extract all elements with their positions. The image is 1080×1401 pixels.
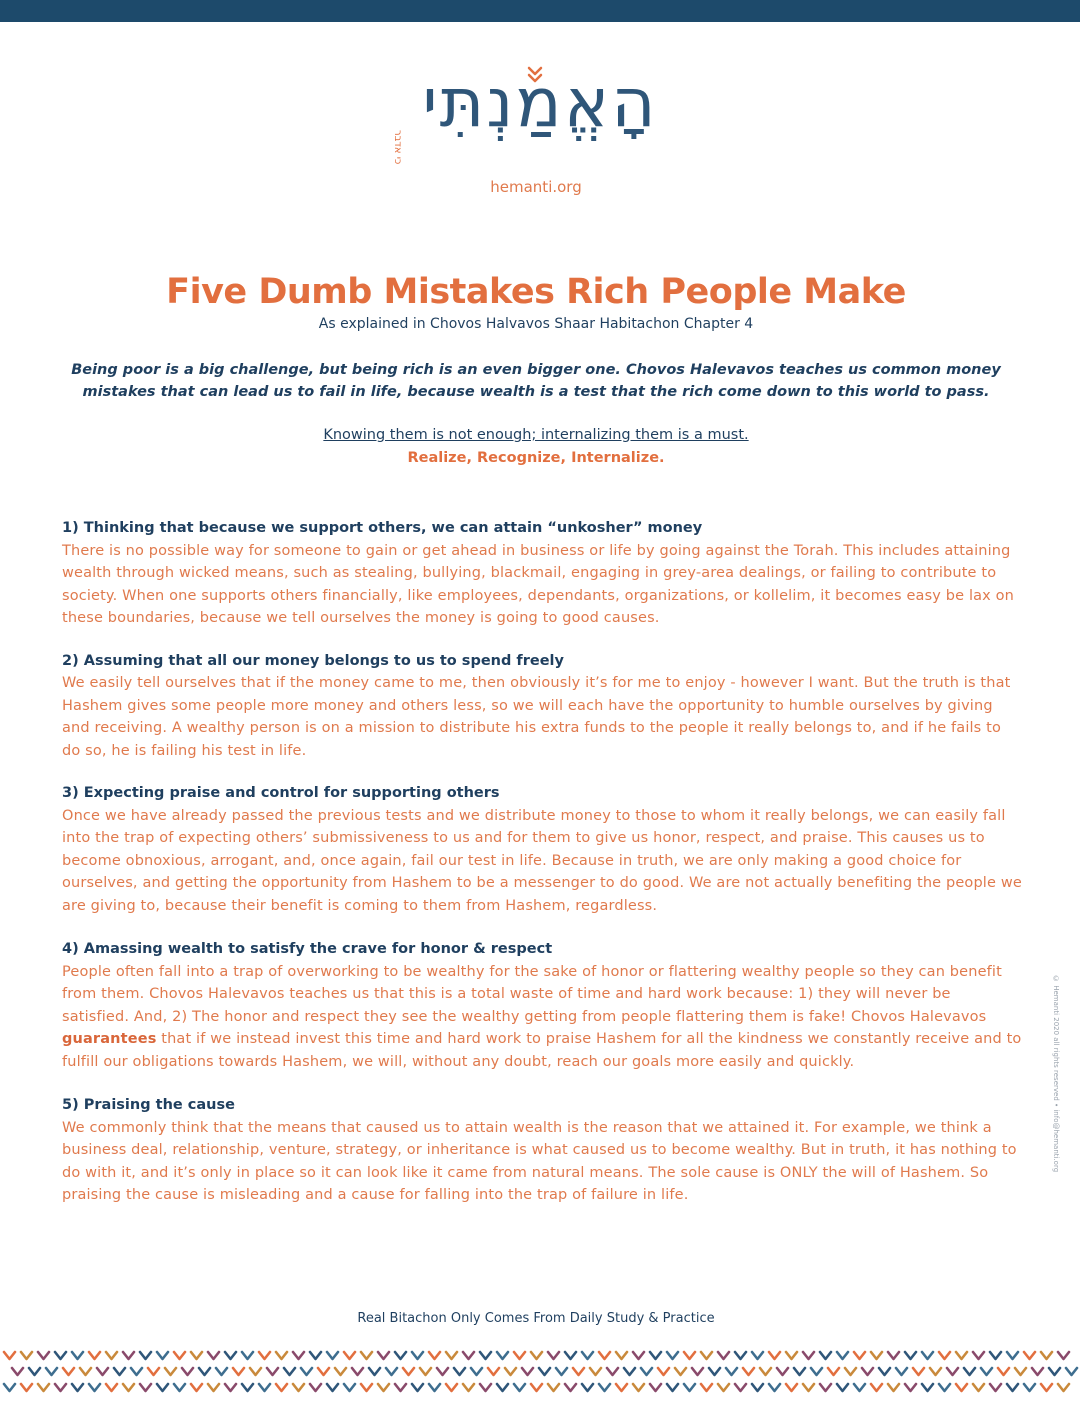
- chevron-icon: [973, 1384, 984, 1391]
- chevron-icon: [191, 1384, 202, 1391]
- chevron-icon: [12, 1368, 23, 1375]
- chevron-icon: [531, 1352, 542, 1359]
- chevron-icon: [140, 1352, 151, 1359]
- chevron-icon: [63, 1368, 74, 1375]
- chevron-icon: [701, 1352, 712, 1359]
- chevron-border-pattern: [0, 1346, 1080, 1401]
- chevron-icon: [21, 1352, 32, 1359]
- mistake-4-body-start: People often fall into a trap of overworking to be wealthy for the sake of honor or flattering wealthy people so they can benefit from them. Chovos Halevavos teaches us that this is a total waste of time and hard work because: 1) they will never be satisfied. And, 2) The honor and respect they see the wealthy getting from people flattering them is fake! Chovos Halevavos: [62, 963, 1002, 1025]
- chevron-icon: [939, 1352, 950, 1359]
- chevron-icon: [72, 1352, 83, 1359]
- chevron-icon: [174, 1352, 185, 1359]
- chevron-icon: [4, 1352, 15, 1359]
- chevron-icon: [539, 1368, 550, 1375]
- chevron-icon: [998, 1368, 1009, 1375]
- mistake-4-body: [62, 961, 1022, 1074]
- chevron-icon: [981, 1368, 992, 1375]
- chevron-icon: [854, 1384, 865, 1391]
- logo-subtext: כי אדבר: [392, 130, 403, 165]
- chevron-icon: [633, 1352, 644, 1359]
- mistake-5: [62, 1094, 1022, 1207]
- chevron-icon: [650, 1352, 661, 1359]
- chevron-icon: [216, 1368, 227, 1375]
- chevron-icon: [1007, 1352, 1018, 1359]
- mistakes-list: [62, 517, 1022, 1225]
- chevron-icon: [148, 1368, 159, 1375]
- chevron-icon: [871, 1384, 882, 1391]
- chevron-icon: [1015, 1368, 1026, 1375]
- chevron-icon: [709, 1368, 720, 1375]
- chevron-icon: [752, 1384, 763, 1391]
- chevron-icon: [930, 1368, 941, 1375]
- chevron-icon: [46, 1368, 57, 1375]
- chevron-icon: [242, 1384, 253, 1391]
- chevron-icon: [769, 1384, 780, 1391]
- chevron-icon: [437, 1368, 448, 1375]
- mistake-2-heading: 2) Assuming that all our money belongs to us to spend freely: [62, 652, 564, 669]
- chevron-icon: [361, 1384, 372, 1391]
- chevron-icon: [896, 1368, 907, 1375]
- mistake-4: [62, 938, 1022, 1073]
- mistake-3-heading: 3) Expecting praise and control for supporting others: [62, 785, 500, 801]
- top-bar: [0, 0, 1080, 22]
- chevron-icon: [888, 1352, 899, 1359]
- chevron-icon: [352, 1368, 363, 1375]
- chevron-icon: [497, 1352, 508, 1359]
- chevron-icon: [157, 1352, 168, 1359]
- chevron-icon: [879, 1368, 890, 1375]
- chevron-icon: [624, 1368, 635, 1375]
- mistake-3: [62, 782, 1022, 917]
- mistake-1: [62, 517, 1022, 630]
- page-title: Five Dumb Mistakes Rich People Make: [166, 272, 906, 312]
- chevron-icon: [429, 1384, 440, 1391]
- chevron-icon: [667, 1384, 678, 1391]
- chevron-icon: [182, 1368, 193, 1375]
- chevron-icon: [463, 1352, 474, 1359]
- chevron-icon: [862, 1368, 873, 1375]
- chevron-icon: [803, 1384, 814, 1391]
- chevron-icon: [242, 1352, 253, 1359]
- chevron-icon: [165, 1368, 176, 1375]
- mistake-1-body: There is no possible way for someone to gain or get ahead in business or life by going against the Torah. This includes attaining wealth through wicked means, such as stealing, bullying, blackmail, engaging in grey-area dealings, or failing to contribute to society. When one supports others financially, like employees, dependants, organizations, or kollelim, it becomes easy be lax on these boundaries, because we tell ourselves the money is going to good causes.: [62, 542, 1015, 626]
- chevron-icon: [616, 1384, 627, 1391]
- chevron-icon: [395, 1352, 406, 1359]
- chevron-icon: [658, 1368, 669, 1375]
- chevron-icon: [922, 1352, 933, 1359]
- chevron-icon: [471, 1368, 482, 1375]
- chevron-icon: [582, 1352, 593, 1359]
- chevron-icon: [89, 1352, 100, 1359]
- chevron-icon: [301, 1368, 312, 1375]
- chevron-icon: [905, 1384, 916, 1391]
- chevron-icon: [922, 1384, 933, 1391]
- chevron-icon: [259, 1384, 270, 1391]
- chevron-icon: [718, 1352, 729, 1359]
- chevron-icon: [327, 1384, 338, 1391]
- chevron-icon: [327, 1352, 338, 1359]
- chevron-icon: [548, 1352, 559, 1359]
- chevron-icon: [378, 1384, 389, 1391]
- chevron-icon: [378, 1352, 389, 1359]
- chevron-icon: [888, 1384, 899, 1391]
- chevron-icon: [293, 1384, 304, 1391]
- chevron-icon: [446, 1384, 457, 1391]
- chevron-icon: [973, 1352, 984, 1359]
- chevron-icon: [1041, 1384, 1052, 1391]
- chevron-icon: [548, 1384, 559, 1391]
- chevron-icon: [607, 1368, 618, 1375]
- side-copyright: © Hemanti 2020 all rights reserved • info@hemanti.org: [1052, 975, 1060, 1173]
- chevron-icon: [1024, 1384, 1035, 1391]
- chevron-icon: [259, 1352, 270, 1359]
- mistake-3-body: Once we have already passed the previous tests and we distribute money to those to whom it really belongs, we can easily fall into the trap of expecting others’ submissiveness to us and for them to give us honor, respect, and praise. This causes us to become obnoxious, arrogant, and, once again, fail our test in life. Because in truth, we are only making a good choice for ourselves, and getting the opportunity from Hashem to be a messenger to do good. We are not actually benefiting the people we are giving to, because their benefit is coming to them from Hashem, regardless.: [62, 807, 1022, 914]
- chevron-icon: [293, 1352, 304, 1359]
- chevron-icon: [990, 1384, 1001, 1391]
- chevron-icon: [395, 1384, 406, 1391]
- chevron-icon: [718, 1384, 729, 1391]
- chevron-icon: [480, 1384, 491, 1391]
- mistake-1-heading: 1) Thinking that because we support others, we can attain “unkosher” money: [62, 520, 703, 536]
- chevron-icon: [514, 1384, 525, 1391]
- chevron-icon: [1058, 1352, 1069, 1359]
- chevron-icon: [675, 1368, 686, 1375]
- chevron-icon: [820, 1384, 831, 1391]
- intro-paragraph: Being poor is a big challenge, but being rich is an even bigger one. Chovos Halevavos teaches us common money mistakes that can lead us to fail in life, because wealth is a test that the rich come down to this world to pass.: [71, 362, 1001, 400]
- chevron-icon: [1058, 1384, 1069, 1391]
- chevron-icon: [106, 1384, 117, 1391]
- chevron-icon: [811, 1368, 822, 1375]
- chevron-icon: [114, 1368, 125, 1375]
- chevron-icon: [956, 1384, 967, 1391]
- mistake-5-body: We commonly think that the means that caused us to attain wealth is the reason that we attained it. For example, we think a business deal, relationship, venture, strategy, or inheritance is what caused us to become wealthy. But in truth, it has nothing to do with it, and it’s only in place so it can look like it came from natural means. The sole cause is ONLY the will of Hashem. So praising the cause is misleading and a cause for falling into the trap of failure in life.: [62, 1119, 1017, 1203]
- chevron-icon: [777, 1368, 788, 1375]
- chevron-icon: [599, 1352, 610, 1359]
- chevron-icon: [735, 1384, 746, 1391]
- chevron-icon: [854, 1352, 865, 1359]
- chevron-icon: [140, 1384, 151, 1391]
- chevron-icon: [939, 1384, 950, 1391]
- chevron-icon: [641, 1368, 652, 1375]
- chevron-icon: [38, 1352, 49, 1359]
- mistake-4-body-emphasis: guarantees: [62, 1031, 157, 1047]
- chevron-icon: [837, 1384, 848, 1391]
- chevron-icon: [225, 1384, 236, 1391]
- logo-accent-icon: [390, 62, 690, 182]
- chevron-icon: [514, 1352, 525, 1359]
- chevron-icon: [369, 1368, 380, 1375]
- chevron-icon: [480, 1352, 491, 1359]
- chevron-icon: [837, 1352, 848, 1359]
- chevron-icon: [701, 1384, 712, 1391]
- chevron-icon: [1066, 1368, 1077, 1375]
- chevron-icon: [412, 1384, 423, 1391]
- chevron-icon: [633, 1384, 644, 1391]
- chevron-icon: [505, 1368, 516, 1375]
- chevron-icon: [845, 1368, 856, 1375]
- chevron-icon: [905, 1352, 916, 1359]
- chevron-icon: [913, 1368, 924, 1375]
- chevron-icon: [616, 1352, 627, 1359]
- chevron-icon: [522, 1368, 533, 1375]
- chevron-icon: [233, 1368, 244, 1375]
- chevron-icon: [403, 1368, 414, 1375]
- chevron-icon: [454, 1368, 465, 1375]
- chevron-icon: [786, 1352, 797, 1359]
- chevron-icon: [72, 1384, 83, 1391]
- chevron-icon: [573, 1368, 584, 1375]
- logo: [0, 62, 1080, 182]
- mistake-4-heading: 4) Amassing wealth to satisfy the crave for honor & respect: [62, 941, 553, 957]
- chevron-icon: [735, 1352, 746, 1359]
- chevron-icon: [55, 1352, 66, 1359]
- chevron-icon: [344, 1352, 355, 1359]
- chevron-icon: [335, 1368, 346, 1375]
- chevron-icon: [157, 1384, 168, 1391]
- chevron-icon: [284, 1368, 295, 1375]
- chevron-icon: [386, 1368, 397, 1375]
- chevron-icon: [420, 1368, 431, 1375]
- chevron-icon: [488, 1368, 499, 1375]
- chevron-icon: [191, 1352, 202, 1359]
- chevron-icon: [956, 1352, 967, 1359]
- chevron-icon: [276, 1352, 287, 1359]
- chevron-icon: [1024, 1352, 1035, 1359]
- chevron-icon: [1007, 1384, 1018, 1391]
- chevron-icon: [208, 1352, 219, 1359]
- chevron-icon: [760, 1368, 771, 1375]
- chevron-icon: [361, 1352, 372, 1359]
- chevron-icon: [786, 1384, 797, 1391]
- chevron-icon: [21, 1384, 32, 1391]
- chevron-icon: [565, 1384, 576, 1391]
- chevron-icon: [267, 1368, 278, 1375]
- chevron-icon: [1032, 1368, 1043, 1375]
- chevron-icon: [650, 1384, 661, 1391]
- chevron-icon: [692, 1368, 703, 1375]
- motto: Realize, Recognize, Internalize.: [407, 450, 665, 466]
- site-url-link[interactable]: hemanti.org: [490, 178, 582, 196]
- chevron-icon: [582, 1384, 593, 1391]
- chevron-icon: [871, 1352, 882, 1359]
- chevron-icon: [1049, 1368, 1060, 1375]
- chevron-icon: [1041, 1352, 1052, 1359]
- chevron-icon: [29, 1368, 40, 1375]
- chevron-icon: [208, 1384, 219, 1391]
- chevron-icon: [318, 1368, 329, 1375]
- mistake-2: [62, 650, 1022, 763]
- chevron-icon: [276, 1384, 287, 1391]
- chevron-icon: [828, 1368, 839, 1375]
- chevron-icon: [310, 1384, 321, 1391]
- chevron-icon: [684, 1384, 695, 1391]
- mistake-4-body-end: that if we instead invest this time and hard work to praise Hashem for all the kindness we constantly receive and to fulfill our obligations towards Hashem, we will, without any doubt, reach our goals more easily and quickly.: [62, 1031, 1022, 1070]
- footer-text: Real Bitachon Only Comes From Daily Study & Practice: [357, 1311, 715, 1326]
- chevron-icon: [599, 1384, 610, 1391]
- chevron-icon: [199, 1368, 210, 1375]
- chevron-icon: [429, 1352, 440, 1359]
- chevron-icon: [344, 1384, 355, 1391]
- chevron-icon: [250, 1368, 261, 1375]
- chevron-icon: [55, 1384, 66, 1391]
- mistake-5-heading: 5) Praising the cause: [62, 1097, 235, 1113]
- chevron-icon: [4, 1384, 15, 1391]
- chevron-icon: [123, 1384, 134, 1391]
- chevron-icon: [123, 1352, 134, 1359]
- chevron-icon: [769, 1352, 780, 1359]
- chevron-icon: [684, 1352, 695, 1359]
- chevron-icon: [531, 1384, 542, 1391]
- chevron-icon: [726, 1368, 737, 1375]
- chevron-icon: [565, 1352, 576, 1359]
- chevron-icon: [794, 1368, 805, 1375]
- chevron-icon: [820, 1352, 831, 1359]
- chevron-icon: [310, 1352, 321, 1359]
- chevron-icon: [990, 1352, 1001, 1359]
- chevron-icon: [463, 1384, 474, 1391]
- chevron-icon: [97, 1368, 108, 1375]
- chevron-icon: [497, 1384, 508, 1391]
- chevron-icon: [174, 1384, 185, 1391]
- chevron-icon: [590, 1368, 601, 1375]
- chevron-icon: [667, 1352, 678, 1359]
- chevron-icon: [80, 1368, 91, 1375]
- chevron-icon: [556, 1368, 567, 1375]
- page-subtitle: As explained in Chovos Halvavos Shaar Habitachon Chapter 4: [318, 316, 754, 332]
- chevron-icon: [743, 1368, 754, 1375]
- chevron-icon: [964, 1368, 975, 1375]
- chevron-icon: [752, 1352, 763, 1359]
- chevron-icon: [131, 1368, 142, 1375]
- tagline: Knowing them is not enough; internalizing them is a must.: [323, 427, 749, 443]
- chevron-icon: [947, 1368, 958, 1375]
- chevron-icon: [38, 1384, 49, 1391]
- mistake-2-body: We easily tell ourselves that if the money came to me, then obviously it’s for me to enjoy - however I want. But the truth is that Hashem gives some people more money and others less, so we will each have the opportunity to humble ourselves by giving and receiving. A wealthy person is on a mission to distribute his extra funds to the people it really belongs to, and if he fails to do so, he is failing his test in life.: [62, 675, 1011, 759]
- chevron-icon: [89, 1384, 100, 1391]
- chevron-icon: [225, 1352, 236, 1359]
- chevron-icon: [446, 1352, 457, 1359]
- logo-hebrew-text: הָאֱמַנְתִּי: [422, 64, 658, 143]
- chevron-icon: [412, 1352, 423, 1359]
- chevron-icon: [803, 1352, 814, 1359]
- chevron-icon: [106, 1352, 117, 1359]
